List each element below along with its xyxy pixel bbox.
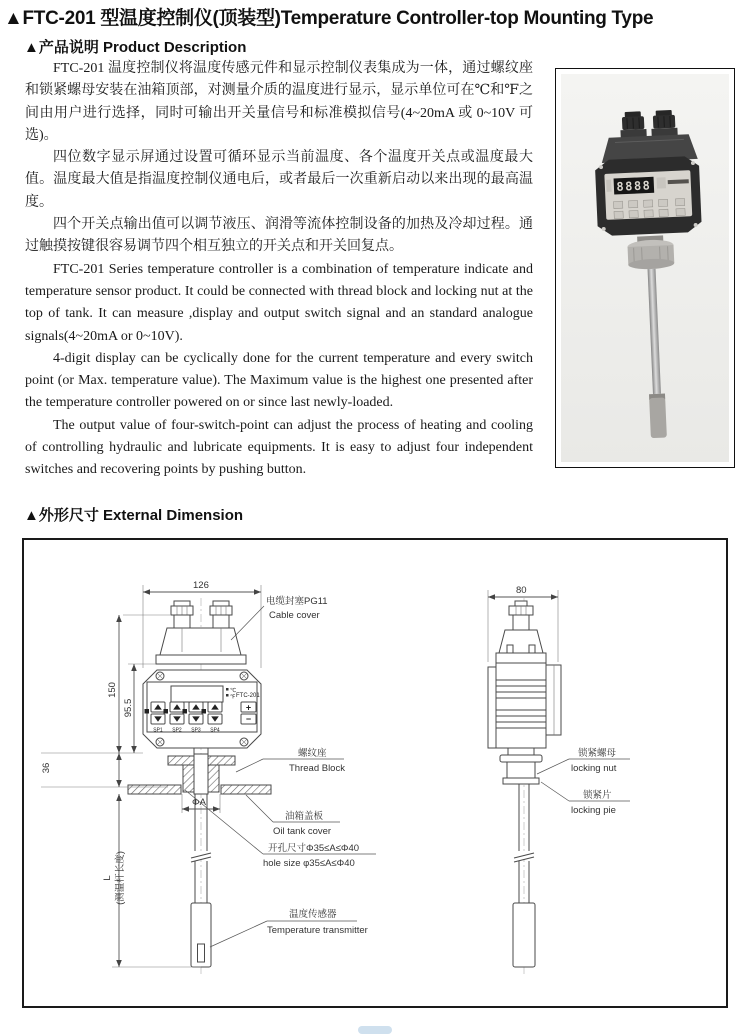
product-photo-frame <box>555 68 735 468</box>
cable-gland-side-drawing <box>509 601 533 630</box>
thread-block-label-cn: 螺纹座 <box>298 748 327 759</box>
sp3-label: SP3 <box>191 727 201 734</box>
cover-base-side <box>496 653 546 663</box>
paragraph-en-2: 4-digit display can be cyclically done for the current temperature and every switch point (or Max. temperature value). The Maximum value is the highest one presented after the temperature controller powered on or since last newly-loaded. <box>25 350 533 411</box>
page-footer-mark <box>358 1026 392 1034</box>
paragraph-cn-2: 四位数字显示屏通过设置可循环显示当前温度、各个温度开关点或温度最大值。温度最大值是指温度控制仪通电后，或者最后一次重新启动以来出现的最高温度。 <box>25 150 533 210</box>
locking-piece-label-en: locking pie <box>571 805 616 816</box>
brand-label-photo <box>606 180 612 192</box>
sensor-label-en: Temperature transmitter <box>267 925 368 936</box>
model-label-drawing: FTC-201 <box>236 693 260 699</box>
paragraph-cn-3: 四个开关点输出值可以调节液压、润滑等流体控制设备的加热及冷却过程。通过触摸按键很容易调节四个相互独立的开关点和开关回复点。 <box>25 217 533 255</box>
housing-left-panel <box>488 667 496 748</box>
section-heading-external-dimension: ▲外形尺寸 External Dimension <box>24 507 244 524</box>
hole-size-label-cn: 开孔尺寸Φ35≤A≤Φ40 <box>268 843 360 854</box>
top-cover-side <box>499 630 543 653</box>
hole-size-label-en: hole size φ35≤A≤Φ40 <box>263 858 355 869</box>
unit-celsius-label: ℃ <box>230 688 237 694</box>
neck-flange-side <box>508 748 534 755</box>
display-digits: 8888 <box>616 178 652 194</box>
leader-cable-cover <box>231 606 264 640</box>
leader-thread-block <box>236 759 263 772</box>
sp2-label: SP2 <box>172 727 182 734</box>
section-heading-product-description: ▲产品说明 Product Description <box>24 39 247 56</box>
dimension-drawings <box>24 540 726 1006</box>
sp4-label: SP4 <box>210 727 220 734</box>
sensor-label-cn: 温度传感器 <box>289 909 337 920</box>
oil-tank-cover-label-en: Oil tank cover <box>273 826 332 837</box>
product-description-text <box>25 58 533 482</box>
display-window-drawing <box>171 686 223 702</box>
dim-36-label: 36 <box>41 762 52 774</box>
side-view-drawing <box>488 585 630 974</box>
leader-sensor <box>210 921 267 947</box>
leader-locking-piece <box>541 782 569 801</box>
top-cover-drawing <box>160 628 241 655</box>
sensor-tip-photo <box>649 397 667 438</box>
external-dimension-box <box>22 538 728 1008</box>
paragraph-en-1: FTC-201 Series temperature controller is a combination of temperature indicate and temperature sensor product. It could be connected with thread block and locking nut at the top of tank. It can measure ,display and output switch signal and an standard analogue signals(4~20mA or 0~10V). <box>25 261 533 344</box>
front-view-drawing <box>41 580 376 976</box>
leader-oil-tank-cover <box>246 795 273 822</box>
minus-button-label: − <box>245 714 252 724</box>
thread-block-label-en: Thread Block <box>289 763 345 774</box>
dim-126-label: 126 <box>193 580 209 591</box>
paragraph-en-3: The output value of four-switch-point can adjust the process of heating and cooling of controlling hydraulic and lubricate equipments. It is easy to adjust four independent switches and recovering points by pushing button. <box>25 417 533 478</box>
probe-tube-upper <box>194 754 208 794</box>
oil-tank-cover-label-cn: 油箱盖板 <box>285 811 324 822</box>
dim-95-5-label: 95.5 <box>123 698 134 718</box>
dim-L-label: L <box>102 875 113 881</box>
cable-gland-left-drawing <box>171 601 193 628</box>
sensor-element-drawing <box>198 944 205 962</box>
oil-tank-cover-left <box>128 785 181 794</box>
plus-button-label: + <box>245 702 252 713</box>
dim-150-label: 150 <box>107 682 118 698</box>
locking-nut-label-en: locking nut <box>571 763 617 774</box>
locking-nut-drawing <box>507 762 535 778</box>
dim-80-label: 80 <box>516 585 527 596</box>
sensor-body-side <box>513 903 535 967</box>
locking-nut-label-cn: 锁紧螺母 <box>578 748 617 759</box>
unit-fahrenheit-label: ℉ <box>230 694 236 701</box>
oil-tank-cover-right <box>221 785 271 794</box>
paragraph-cn-1: FTC-201 温度控制仪将温度传感元件和显示控制仪表集成为一体，通过螺纹座和锁紧螺母安装在油箱顶部，对测量介质的温度进行显示，显示单位可在℃和℉之间由用户进行选择，同时可输出开关量信号和标准模拟信号(4~20mA 或 0~10V 可选)。 <box>25 61 533 143</box>
cable-cover-label-en: Cable cover <box>269 610 320 621</box>
sp1-label: SP1 <box>153 727 163 734</box>
cable-cover-label-cn: 电缆封塞PG11 <box>266 596 328 607</box>
housing-right-panel <box>546 665 561 735</box>
product-photo <box>561 74 729 462</box>
unit-indicator-photo <box>657 177 666 188</box>
page-title: ▲FTC-201 型温度控制仪(顶装型)Temperature Controller-top Mounting Type <box>4 8 654 29</box>
housing-body-side <box>496 663 546 748</box>
cover-base-strip <box>156 655 246 664</box>
locking-piece-label-cn: 锁紧片 <box>583 790 612 801</box>
dim-L-note-label: (测温杆长度) <box>115 851 126 905</box>
dim-hole-label: ΦA <box>192 797 206 808</box>
leader-hole-size <box>185 790 263 854</box>
locking-piece-drawing <box>503 778 539 784</box>
washer-side <box>500 755 542 762</box>
cable-gland-right-drawing <box>210 601 232 628</box>
